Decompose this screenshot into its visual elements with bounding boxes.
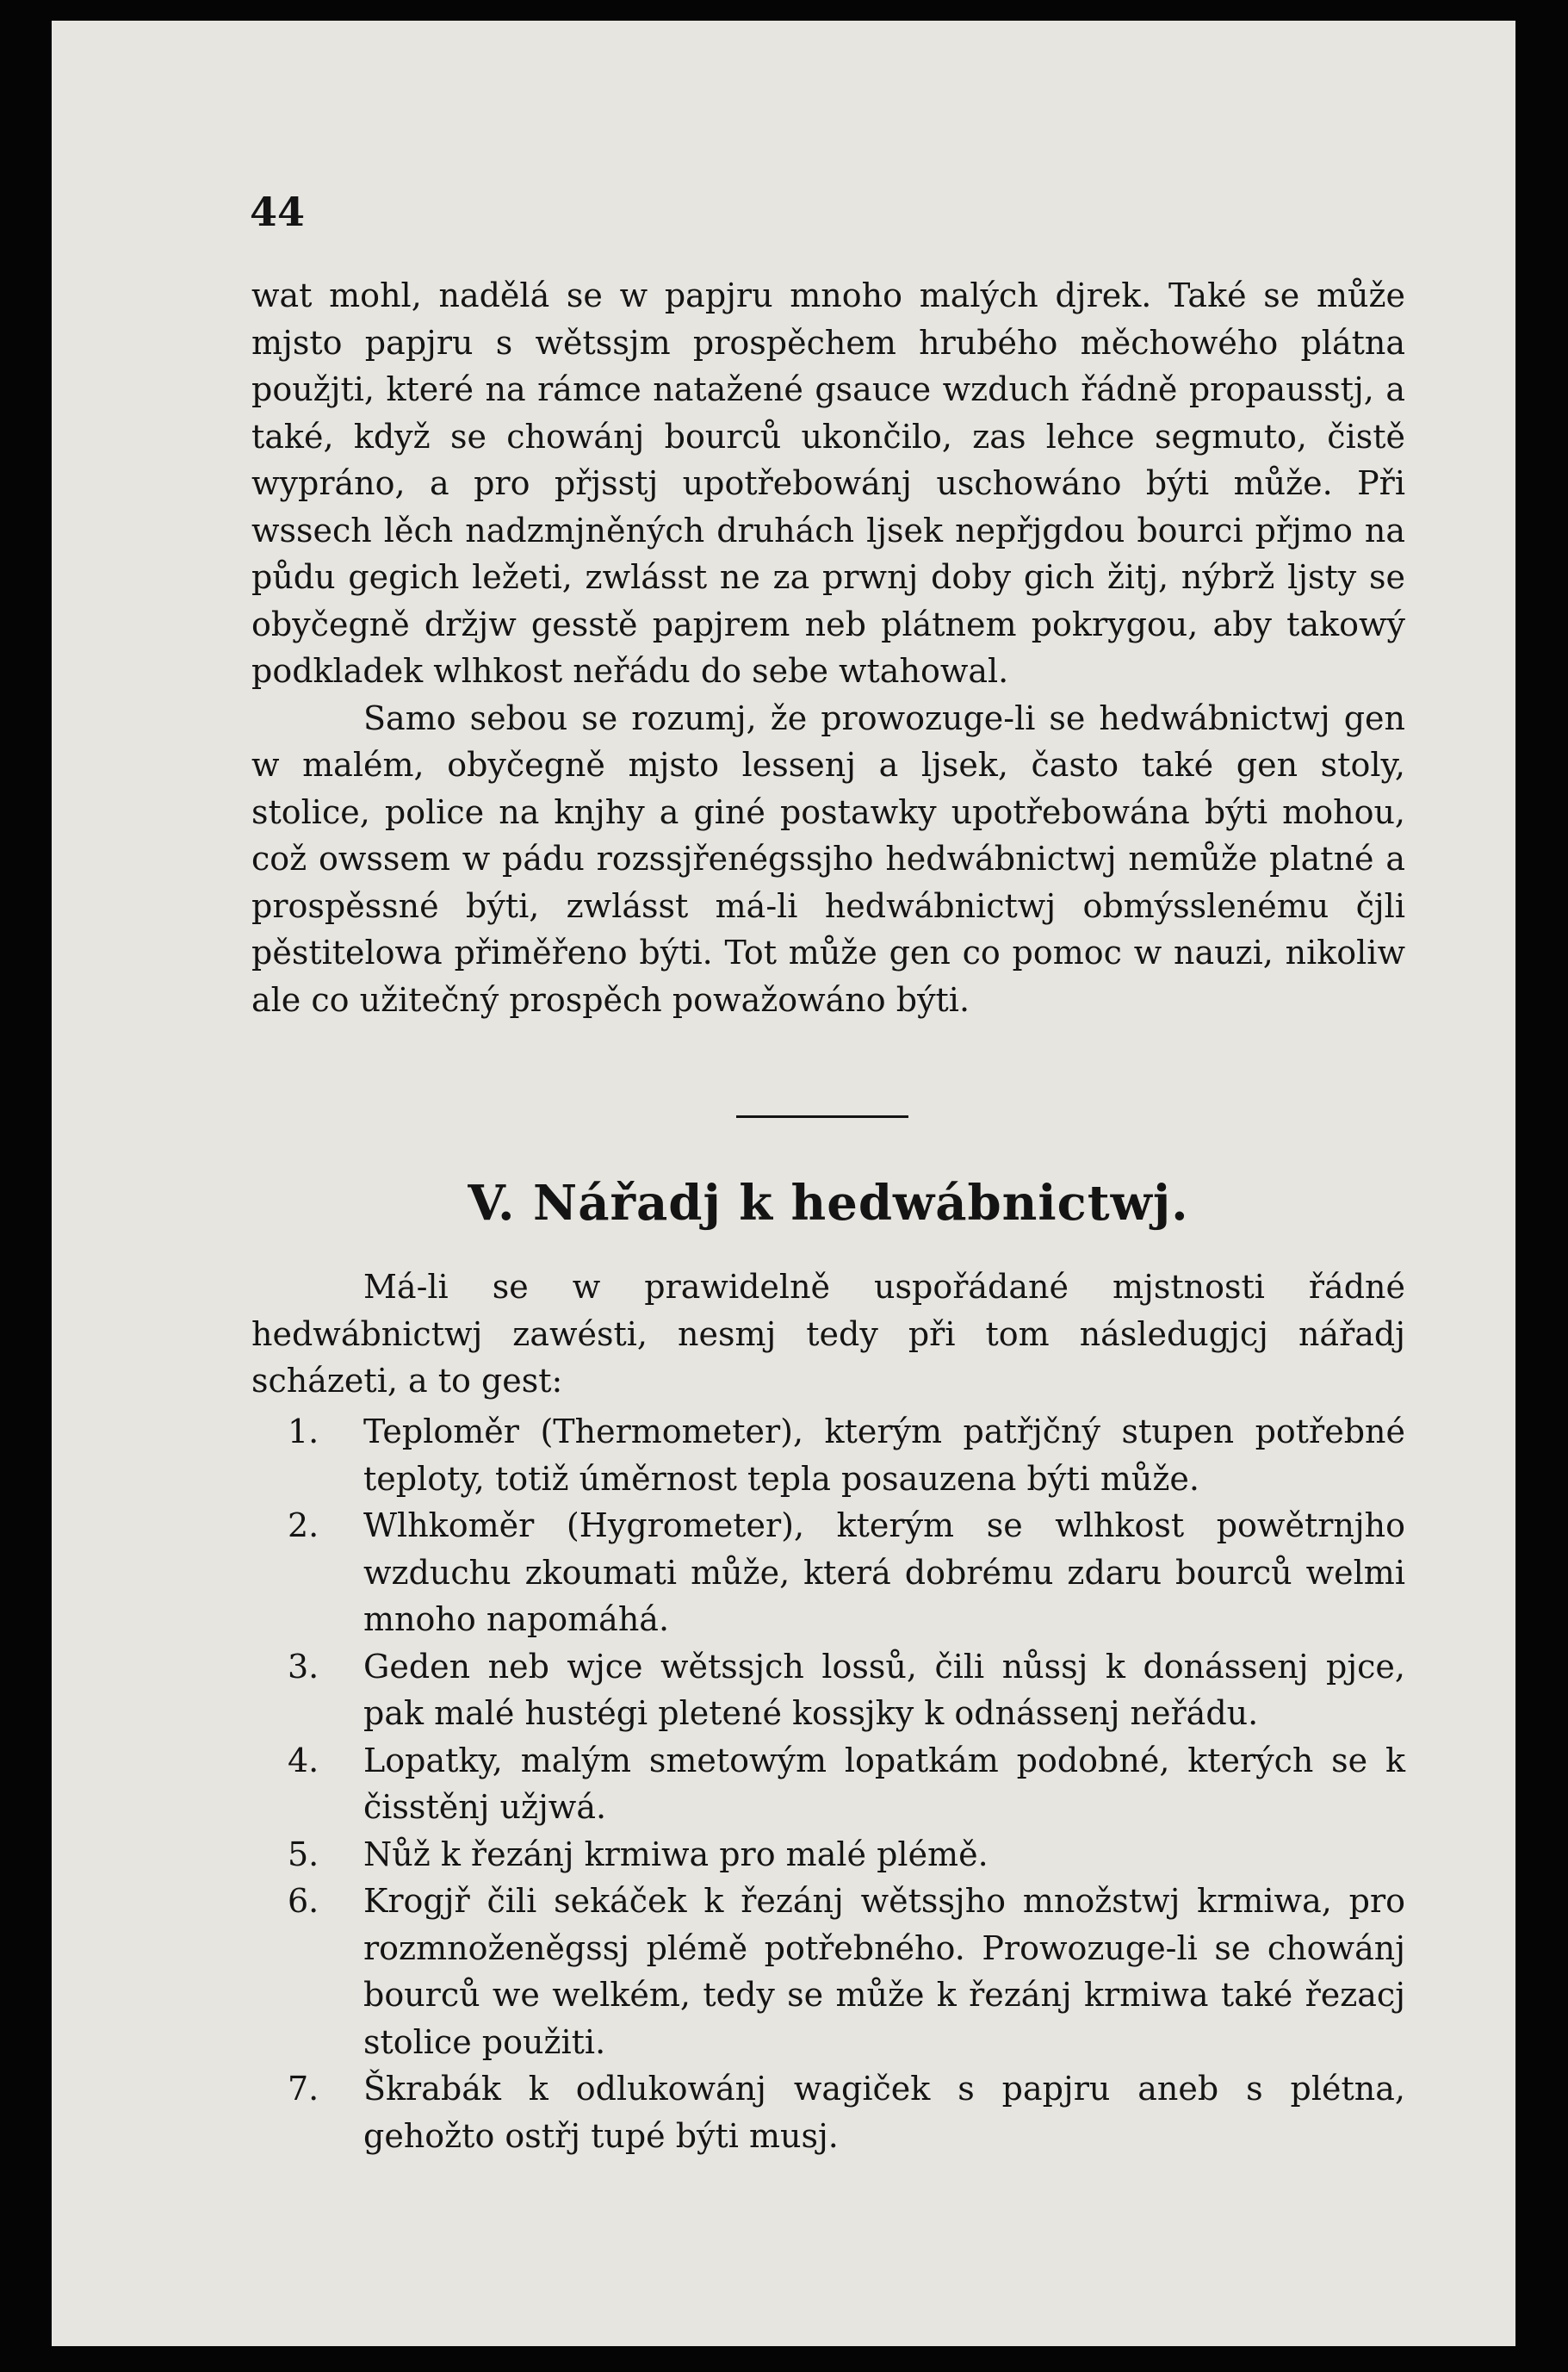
list-item bbox=[251, 1878, 1405, 2065]
list-text: Geden neb wjce wětssjch lossů, čili nůssj k donássenj pjce, pak malé hustégi pletené kossjky k odnássenj neřádu. bbox=[363, 1647, 1405, 1732]
section-divider bbox=[736, 1115, 908, 1118]
paragraph: Samo sebou se rozumj, že prowozuge-li se hedwábnictwj gen w malém, obyčegně mjsto lessenj a ljsek, často také gen stoly, stolice, police na knjhy a giné postawky upotřebowána býti mohou, což owssem w pádu rozssjřenégssjho hedwábnictwj nemůže platné a prospěssné býti, zwlásst má-li hedwábnictwj obmýsslenému čjli pěstitelowa přiměřeno býti. Tot může gen co pomoc w nauzi, nikoliw ale co užitečný prospěch powažowáno býti. bbox=[251, 699, 1405, 1019]
page-number: 44 bbox=[250, 189, 306, 235]
list-text: Nůž k řezánj krmiwa pro malé plémě. bbox=[363, 1835, 989, 1873]
list-item bbox=[251, 1831, 1405, 1878]
intro-text bbox=[251, 1264, 1405, 1405]
list-item bbox=[251, 1643, 1405, 1737]
list-item bbox=[251, 1502, 1405, 1643]
list-text: Wlhkoměr (Hygrometer), kterým se wlhkost powětrnjho wzduchu zkoumati může, která dobrému zdaru bourců welmi mnoho napomáhá. bbox=[363, 1506, 1405, 1638]
list-text: Krogjř čili sekáček k řezánj wětssjho množstwj krmiwa, pro rozmnoženěgssj plémě potřebného. Prowozuge-li se chowánj bourců we welkém, tedy se může k řezánj krmiwa také řezacj stolice použiti. bbox=[363, 1882, 1405, 2061]
list-text: Lopatky, malým smetowým lopatkám podobné, kterých se k čisstěnj užjwá. bbox=[363, 1741, 1405, 1826]
list-number: 3. bbox=[288, 1647, 319, 1686]
list-item bbox=[251, 2065, 1405, 2159]
list-text: Teploměr (Thermometer), kterým patřjčný stupen potřebné teploty, totiž úměrnost tepla posauzena býti může. bbox=[363, 1413, 1405, 1498]
list-number: 2. bbox=[288, 1506, 319, 1544]
paragraph: wat mohl, nadělá se w papjru mnoho malých djrek. Také se může mjsto papjru s wětssjm prospěchem hrubého měchowého plátna použjti, které na rámce natažené gsauce wzduch řádně propausstj, a také, když se chowánj bourců ukončilo, zas lehce segmuto, čistě wypráno, a pro přjsstj upotřebowánj uschowáno býti může. Při wssech lěch nadzmjněných druhách ljsek nepřjgdou bourci přjmo na půdu gegich ležeti, zwlásst ne za prwnj doby gich žitj, nýbrž ljsty se obyčegně držjw gesstě papjrem neb plátnem pokrygou, aby takowý podkladek wlhkost neřádu do sebe wtahowal. bbox=[251, 276, 1405, 690]
list-number: 5. bbox=[288, 1835, 319, 1873]
list-item bbox=[251, 1408, 1405, 1502]
list-number: 1. bbox=[288, 1413, 319, 1450]
list-number: 7. bbox=[288, 2070, 319, 2108]
intro-paragraph: Má-li se w prawidelně uspořádané mjstnosti řádné hedwábnictwj zawésti, nesmj tedy při tom následugjcj nářadj scházeti, a to gest: bbox=[251, 1268, 1405, 1400]
list-number: 6. bbox=[288, 1882, 319, 1920]
list-number: 4. bbox=[288, 1741, 319, 1779]
body-text bbox=[251, 272, 1405, 1023]
section-heading: V. Nářadj k hedwábnictwj. bbox=[468, 1175, 1189, 1232]
list-text: Škrabák k odlukowánj wagiček s papjru aneb s plétna, gehožto ostřj tupé býti musj. bbox=[363, 2070, 1405, 2155]
list-item bbox=[251, 1737, 1405, 1831]
book-page bbox=[52, 21, 1515, 2346]
tools-list bbox=[251, 1408, 1405, 2159]
